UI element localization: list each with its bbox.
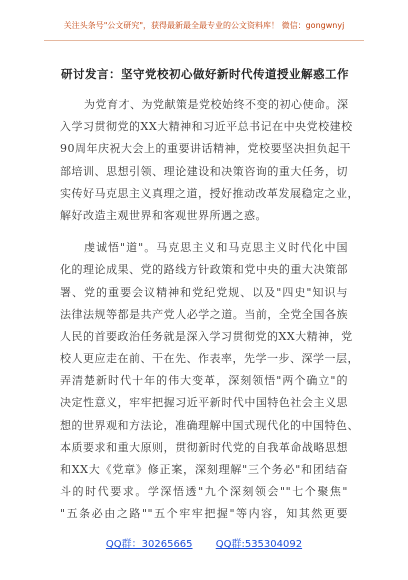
paragraph-1-line-4: 部培训、思想引领、理论建设和决策咨询的重大任务，切	[60, 164, 348, 178]
paragraph-1-line-2: 入学习贯彻党的XX大精神和习近平总书记在中央党校建校	[60, 120, 353, 134]
footer-qq-group-2[interactable]: QQ群:535304092	[215, 539, 303, 550]
paragraph-1-line-5: 实传好马克思主义真理之道，授好推动改革发展稳定之业，	[60, 186, 359, 200]
header-divider	[44, 40, 364, 41]
paragraph-2-line-9: 想的世界观和方法论，准确理解中国式现代化的中国特色、	[60, 418, 359, 432]
footer-qq-group-1[interactable]: QQ群：30265665	[105, 539, 193, 550]
paragraph-2-line-1: 虔诚悟"道"。马克思主义和马克思主义时代化中国	[84, 241, 348, 255]
paragraph-2-line-10: 本质要求和重大原则，贯彻新时代党的自我革命战略思想	[60, 440, 348, 454]
footer-contact	[0, 535, 408, 550]
paragraph-gap	[60, 227, 348, 237]
paragraph-2-line-8: 决定性意义，牢牢把握习近平新时代中国特色社会主义思	[60, 396, 348, 410]
paragraph-2-line-5: 人民的首要政治任务就是深入学习贯彻党的XX大精神，党	[60, 329, 353, 343]
paragraph-2-line-3: 署、党的重要会议精神和党纪党规、以及"四史"知识与	[60, 285, 348, 299]
paragraph-2-line-2: 化的理论成果、党的路线方针政策和党中央的重大决策部	[60, 263, 348, 277]
paragraph-2-line-4: 法律法规等都是共产党人必学之道。当前，全党全国各族	[60, 307, 348, 321]
paragraph-1-line-6: 解好改造主观世界和客观世界所遇之惑。	[60, 208, 267, 222]
document-title: 研讨发言：坚守党校初心做好新时代传道授业解惑工作	[61, 67, 349, 81]
paragraph-2-line-12: 斗的时代要求。学深悟透"九个深刻领会""七个聚焦"	[60, 485, 348, 499]
paragraph-2-line-6: 校人更应走在前、干在先、作表率，先学一步、深学一层，	[60, 352, 359, 366]
paragraph-2-line-11: 和XX大《党章》修正案，深刻理解"三个务必"和团结奋	[60, 463, 348, 476]
header-banner: 关注头条号"公文研究"，获得最新最全最专业的公文资料库！ 微信：gongwnyj	[63, 21, 345, 30]
paragraph-1-line-3: 90周年庆祝大会上的重要讲话精神，党校要坚决担负起干	[60, 142, 351, 156]
document-body	[60, 94, 359, 526]
paragraph-1-line-1: 为党育才、为党献策是党校始终不变的初心使命。深	[84, 98, 349, 111]
paragraph-2-line-13: "五条必由之路""五个牢牢把握"等内容，知其然更要	[60, 507, 348, 521]
paragraph-2-line-7: 弄清楚新时代十年的伟大变革，深刻领悟"两个确立"的	[60, 374, 348, 388]
